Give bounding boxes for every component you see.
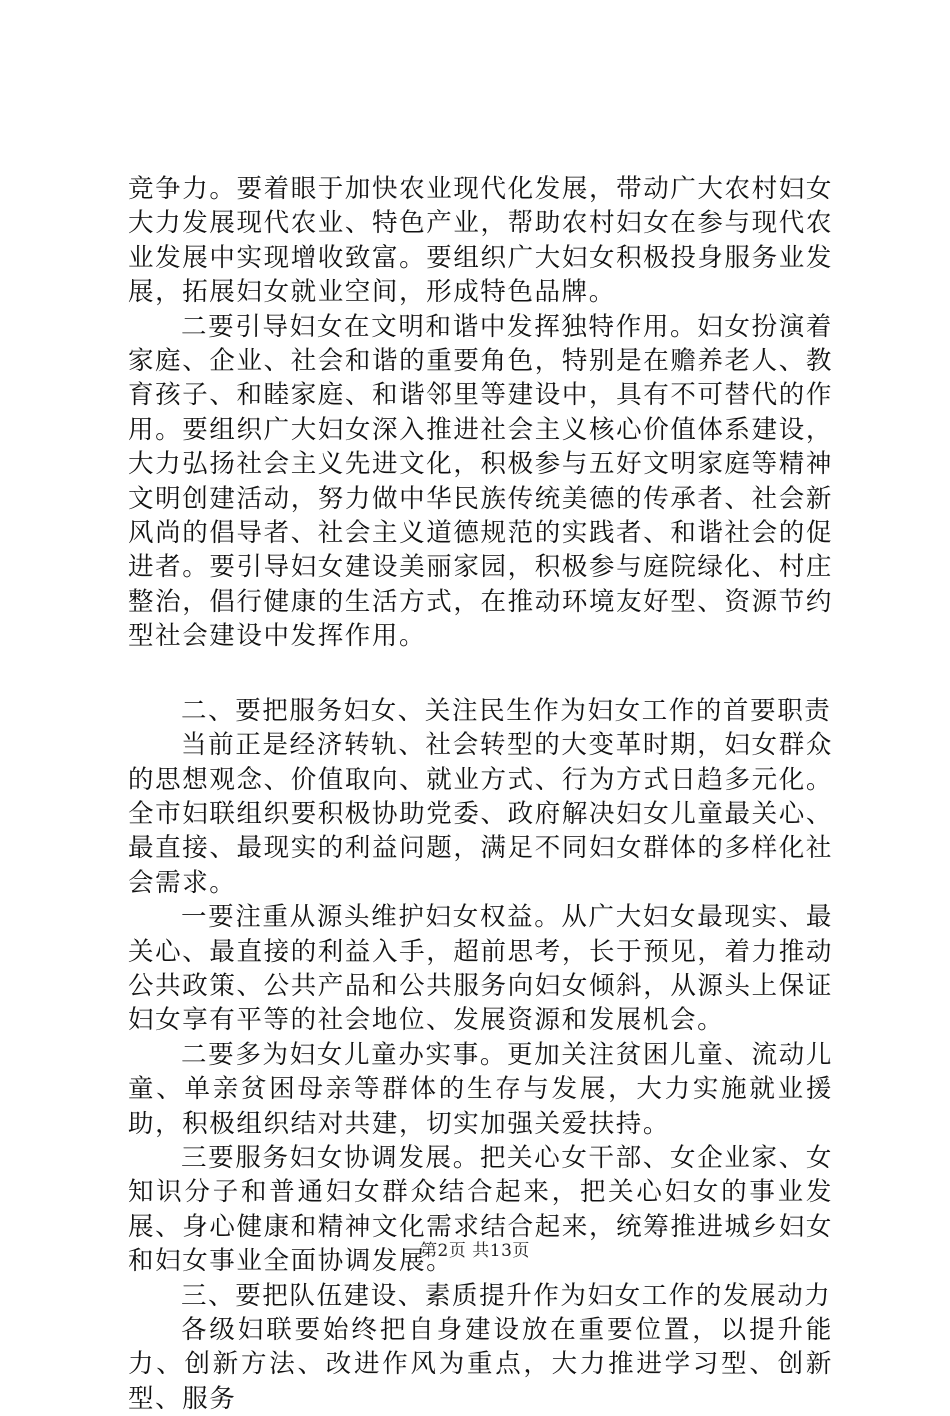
paragraph: 一要注重从源头维护妇女权益。从广大妇女最现实、最关心、最直接的利益入手，超前思考，长于预见，着力推动公共政策、公共产品和公共服务向妇女倾斜，从源头上保证妇女享有平等的社会地位、发展资源和发展机会。	[128, 902, 833, 1036]
page-number-footer: 第2页 共13页	[420, 1241, 530, 1261]
section-heading: 三、要把队伍建设、素质提升作为妇女工作的发展动力	[181, 1280, 832, 1311]
paragraph: 二要引导妇女在文明和谐中发挥独特作用。妇女扮演着家庭、企业、社会和谐的重要角色，特别是在赡养老人、教育孩子、和睦家庭、和谐邻里等建设中，具有不可替代的作用。要组织广大妇女深入推进社会主义核心价值体系建设，大力弘扬社会主义先进文化，积极参与五好文明家庭等精神文明创建活动，努力做中华民族传统美德的传承者、社会新风尚的倡导者、社会主义道德规范的实践者、和谐社会的促进者。要引导妇女建设美丽家园，积极参与庭院绿化、村庄整治，倡行健康的生活方式，在推动环境友好型、资源节约型社会建设中发挥作用。	[128, 311, 833, 652]
document-body	[128, 172, 833, 1416]
paragraph: 当前正是经济转轨、社会转型的大变革时期，妇女群众的思想观念、价值取向、就业方式、行为方式日趋多元化。全市妇联组织要积极协助党委、政府解决妇女儿童最关心、最直接、最现实的利益问题，满足不同妇女群体的多样化社会需求。	[128, 730, 833, 898]
paragraph: 三要服务妇女协调发展。把关心女干部、女企业家、女知识分子和普通妇女群众结合起来，把关心妇女的事业发展、身心健康和精神文化需求结合起来，统筹推进城乡妇女和妇女事业全面协调发展。	[128, 1142, 833, 1277]
paragraph: 竞争力。要着眼于加快农业现代化发展，带动广大农村妇女大力发展现代农业、特色产业，帮助农村妇女在参与现代农业发展中实现增收致富。要组织广大妇女积极投身服务业发展，拓展妇女就业空间，形成特色品牌。	[128, 174, 833, 308]
paragraph: 二要多为妇女儿童办实事。更加关注贫困儿童、流动儿童、单亲贫困母亲等群体的生存与发展，大力实施就业援助，积极组织结对共建，切实加强关爱扶持。	[128, 1039, 833, 1139]
section-heading: 二、要把服务妇女、关注民生作为妇女工作的首要职责	[181, 695, 832, 726]
paragraph: 各级妇联要始终把自身建设放在重要位置，以提升能力、创新方法、改进作风为重点，大力推进学习型、创新型、服务	[128, 1315, 833, 1414]
